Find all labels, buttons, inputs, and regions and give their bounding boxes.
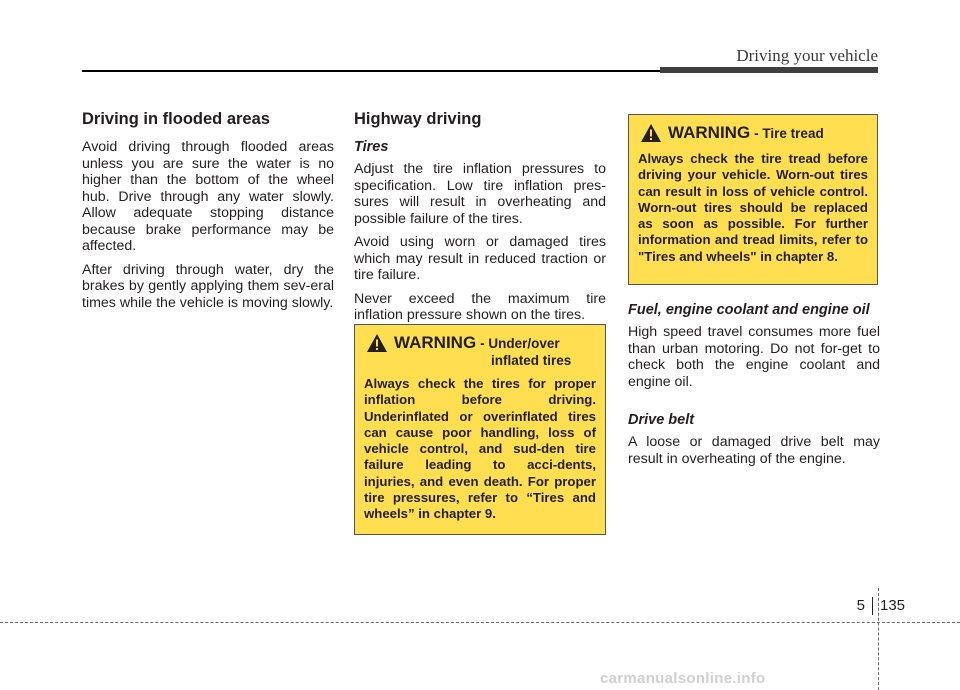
warning-subtitle: - Under/over xyxy=(480,336,560,351)
paragraph: After driving through water, dry the brakes by gently applying them sev-eral times while the vehicle is moving slowly. xyxy=(82,261,334,311)
column-right xyxy=(628,302,880,474)
column-left xyxy=(82,110,334,318)
subheading-fuel: Fuel, engine coolant and engine oil xyxy=(628,302,870,318)
header-title: Driving your vehicle xyxy=(736,46,878,65)
subheading-tires: Tires xyxy=(354,139,389,155)
warning-body: Always check the tires for proper inflation before driving. Underinflated or overinflated tires can cause poor handling, loss of vehicle control, and sud-den tire failure leading to acci-dents, injuries, and even death. For proper tire pressures, refer to “Tires and wheels” in chapter 9. xyxy=(364,376,596,522)
warning-word: WARNING xyxy=(668,123,751,142)
paragraph: High speed travel consumes more fuel than urban motoring. Do not for-get to check both the engine coolant and engine oil. xyxy=(628,324,880,390)
paragraph: A loose or damaged drive belt may result in overheating of the engine. xyxy=(628,434,880,467)
footer-rule xyxy=(0,622,960,623)
page-separator xyxy=(872,597,873,615)
section-heading-flooded: Driving in flooded areas xyxy=(82,110,270,128)
warning-triangle-icon xyxy=(366,333,388,353)
section-heading-highway: Highway driving xyxy=(354,110,482,128)
chapter-number: 5 xyxy=(856,597,865,614)
watermark: carmanualsonline.info xyxy=(600,670,766,687)
warning-body: Always check the tire tread before driving your vehicle. Worn-out tires can result in loss of vehicle control. Worn-out tires should be replaced as soon as possible. For further information and tread limits, refer to "Tires and wheels" in chapter 8. xyxy=(638,151,868,264)
warning-triangle-icon xyxy=(640,123,662,143)
footer-vertical-rule xyxy=(878,588,879,690)
column-middle xyxy=(354,110,606,331)
warning-word: WARNING xyxy=(394,333,477,352)
warning-box-inflation xyxy=(354,324,606,535)
warning-subtitle-line2: inflated tires xyxy=(491,353,572,368)
header-rule xyxy=(82,70,660,72)
warning-header xyxy=(364,333,596,368)
header-bar xyxy=(660,67,878,73)
warning-subtitle: - Tire tread xyxy=(754,126,824,141)
warning-box-tread xyxy=(628,114,878,285)
page-number: 135 xyxy=(880,597,906,614)
paragraph: Adjust the tire inflation pressures to specification. Low tire inflation pres-sures will result in overheating and possible failure of the tires. xyxy=(354,161,606,227)
paragraph: Never exceed the maximum tire inflation pressure shown on the tires. xyxy=(354,290,606,323)
paragraph: Avoid driving through flooded areas unless you are sure the water is no higher than the bottom of the wheel hub. Drive through any water slowly. Allow adequate stopping distance because brake performance may be affected. xyxy=(82,139,334,254)
subheading-drive-belt: Drive belt xyxy=(628,412,695,428)
warning-header xyxy=(638,123,868,143)
paragraph: Avoid using worn or damaged tires which may result in reduced traction or tire failure. xyxy=(354,234,606,283)
